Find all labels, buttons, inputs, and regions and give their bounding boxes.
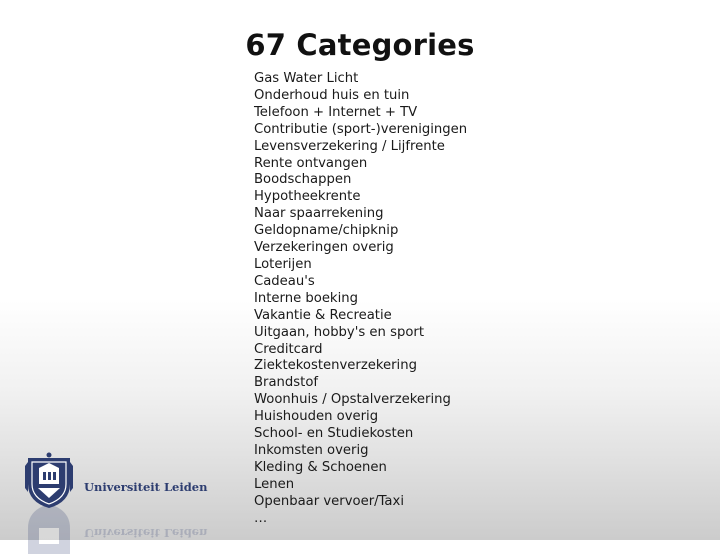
category-item: Telefoon + Internet + TV — [254, 104, 418, 120]
category-item: Verzekeringen overig — [254, 240, 394, 256]
category-item: Geldopname/chipknip — [254, 223, 399, 239]
logo-text-reflection: Universiteit Leiden — [84, 526, 208, 540]
category-item: Brandstof — [254, 375, 319, 391]
category-item: Cadeau's — [254, 273, 315, 289]
category-item: Rente ontvangen — [254, 155, 368, 171]
seal-reflection — [24, 502, 74, 560]
category-item: Hypotheekrente — [254, 189, 361, 205]
category-item: School- en Studiekosten — [254, 426, 414, 442]
category-item: Boodschappen — [254, 172, 352, 188]
category-item: Uitgaan, hobby's en sport — [254, 324, 424, 340]
category-item: Huishouden overig — [254, 409, 379, 425]
category-item: Levensverzekering / Lijfrente — [254, 138, 445, 154]
category-item: Naar spaarrekening — [254, 206, 384, 222]
slide-title: 67 Categories — [245, 28, 475, 62]
category-item: Lenen — [254, 476, 295, 492]
category-item: Ziektekostenverzekering — [254, 358, 417, 374]
category-item: Gas Water Licht — [254, 71, 359, 86]
category-item: Woonhuis / Opstalverzekering — [254, 392, 451, 408]
category-item: Inkomsten overig — [254, 442, 369, 458]
category-item: Interne boeking — [254, 290, 358, 306]
logo-reflection — [24, 512, 208, 540]
category-item: Creditcard — [254, 341, 323, 357]
category-item: Loterijen — [254, 256, 312, 272]
category-item: Contributie (sport-)verenigingen — [254, 121, 468, 137]
category-item: Vakantie & Recreatie — [254, 307, 392, 323]
category-item: Onderhoud huis en tuin — [254, 87, 410, 103]
logo-text: Universiteit Leiden — [84, 480, 208, 494]
category-item: Kleding & Schoenen — [254, 459, 387, 475]
category-item: … — [254, 510, 268, 526]
category-list — [254, 71, 467, 527]
category-item: Openbaar vervoer/Taxi — [254, 493, 404, 509]
